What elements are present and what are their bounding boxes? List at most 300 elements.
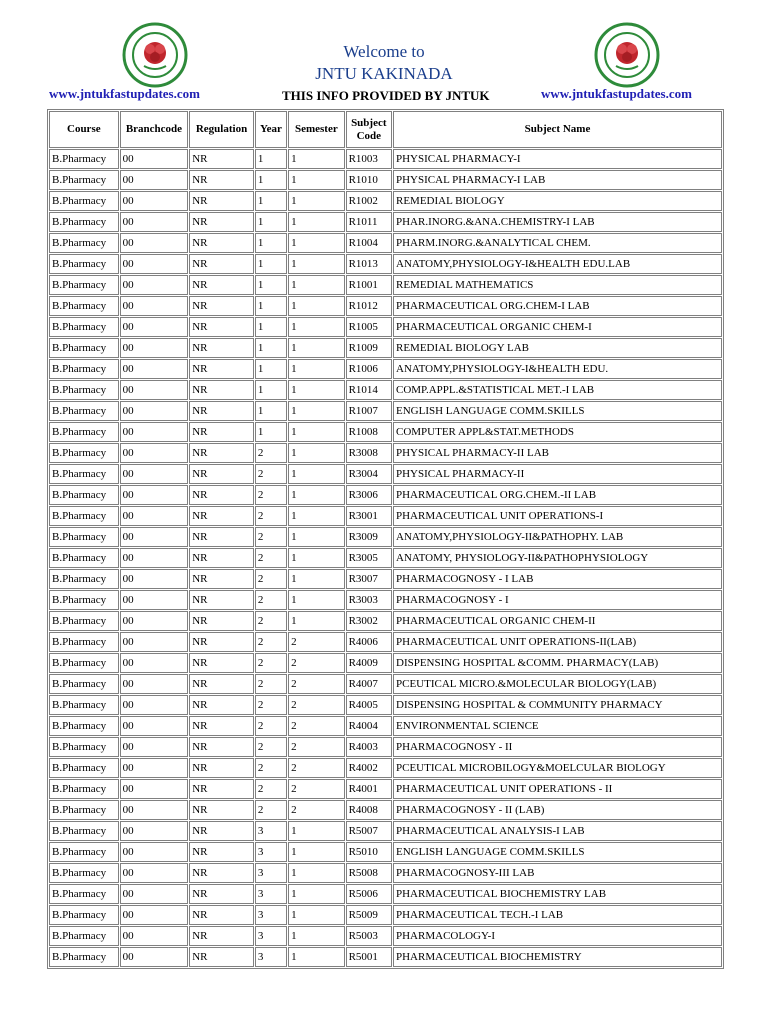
table-cell: 3 <box>255 863 287 883</box>
table-cell: B.Pharmacy <box>49 380 119 400</box>
table-cell: B.Pharmacy <box>49 485 119 505</box>
table-cell: PHYSICAL PHARMACY-I <box>393 149 722 169</box>
table-cell: R1006 <box>346 359 392 379</box>
table-cell: PHARMACOGNOSY - II (LAB) <box>393 800 722 820</box>
table-cell: R1008 <box>346 422 392 442</box>
table-row <box>49 863 722 883</box>
table-row <box>49 527 722 547</box>
table-cell: NR <box>189 884 254 904</box>
table-cell: PHARMACOGNOSY - II <box>393 737 722 757</box>
table-cell: 1 <box>288 380 345 400</box>
table-row <box>49 317 722 337</box>
table-cell: R5003 <box>346 926 392 946</box>
table-cell: R3005 <box>346 548 392 568</box>
table-cell: NR <box>189 569 254 589</box>
table-cell: 00 <box>120 422 189 442</box>
table-cell: 00 <box>120 338 189 358</box>
table-cell: 1 <box>255 149 287 169</box>
welcome-text: Welcome to <box>343 42 425 61</box>
table-cell: 1 <box>255 233 287 253</box>
table-cell: 2 <box>255 653 287 673</box>
table-cell: 1 <box>255 275 287 295</box>
table-cell: ENGLISH LANGUAGE COMM.SKILLS <box>393 842 722 862</box>
table-cell: 2 <box>288 632 345 652</box>
table-cell: NR <box>189 737 254 757</box>
table-cell: R3001 <box>346 506 392 526</box>
table-cell: R1013 <box>346 254 392 274</box>
table-cell: B.Pharmacy <box>49 905 119 925</box>
table-cell: B.Pharmacy <box>49 548 119 568</box>
table-cell: 1 <box>255 170 287 190</box>
table-cell: NR <box>189 779 254 799</box>
table-cell: NR <box>189 170 254 190</box>
table-cell: NR <box>189 359 254 379</box>
table-cell: 3 <box>255 947 287 967</box>
table-cell: NR <box>189 464 254 484</box>
table-cell: 2 <box>288 674 345 694</box>
table-cell: 1 <box>288 296 345 316</box>
table-row <box>49 212 722 232</box>
table-cell: ANATOMY, PHYSIOLOGY-II&PATHOPHYSIOLOGY <box>393 548 722 568</box>
table-cell: R4004 <box>346 716 392 736</box>
table-cell: PHYSICAL PHARMACY-II LAB <box>393 443 722 463</box>
table-cell: 3 <box>255 821 287 841</box>
table-cell: 3 <box>255 926 287 946</box>
table-row <box>49 800 722 820</box>
column-header: Subject Code <box>346 111 392 148</box>
table-cell: 00 <box>120 317 189 337</box>
table-cell: NR <box>189 380 254 400</box>
table-cell: 2 <box>255 716 287 736</box>
table-cell: 00 <box>120 716 189 736</box>
table-cell: R3008 <box>346 443 392 463</box>
table-row <box>49 254 722 274</box>
table-cell: B.Pharmacy <box>49 506 119 526</box>
table-cell: NR <box>189 443 254 463</box>
table-cell: ANATOMY,PHYSIOLOGY-I&HEALTH EDU.LAB <box>393 254 722 274</box>
table-row <box>49 695 722 715</box>
table-cell: B.Pharmacy <box>49 359 119 379</box>
table-header-row <box>49 111 722 148</box>
table-cell: 00 <box>120 464 189 484</box>
table-cell: R4006 <box>346 632 392 652</box>
table-cell: 3 <box>255 842 287 862</box>
table-cell: 1 <box>255 296 287 316</box>
table-cell: R4007 <box>346 674 392 694</box>
table-cell: 00 <box>120 842 189 862</box>
table-cell: 2 <box>255 632 287 652</box>
site-link-right[interactable]: www.jntukfastupdates.com <box>541 86 692 101</box>
table-cell: 1 <box>288 233 345 253</box>
table-cell: 00 <box>120 527 189 547</box>
table-cell: NR <box>189 653 254 673</box>
table-cell: B.Pharmacy <box>49 149 119 169</box>
table-cell: NR <box>189 485 254 505</box>
table-cell: R1002 <box>346 191 392 211</box>
table-row <box>49 233 722 253</box>
table-cell: PHARMACOLOGY-I <box>393 926 722 946</box>
table-cell: B.Pharmacy <box>49 338 119 358</box>
table-cell: NR <box>189 422 254 442</box>
table-cell: R4001 <box>346 779 392 799</box>
table-cell: 00 <box>120 485 189 505</box>
table-cell: R4002 <box>346 758 392 778</box>
table-cell: PHARMACEUTICAL UNIT OPERATIONS-I <box>393 506 722 526</box>
table-cell: 1 <box>255 212 287 232</box>
table-row <box>49 779 722 799</box>
table-cell: 2 <box>288 695 345 715</box>
table-row <box>49 548 722 568</box>
table-cell: NR <box>189 863 254 883</box>
table-cell: PHARMACEUTICAL ANALYSIS-I LAB <box>393 821 722 841</box>
table-row <box>49 149 722 169</box>
table-cell: PHARMACEUTICAL ORGANIC CHEM-II <box>393 611 722 631</box>
subjects-table <box>47 109 724 969</box>
table-cell: NR <box>189 590 254 610</box>
table-cell: 1 <box>288 842 345 862</box>
table-cell: COMP.APPL.&STATISTICAL MET.-I LAB <box>393 380 722 400</box>
table-cell: 00 <box>120 758 189 778</box>
table-cell: R1014 <box>346 380 392 400</box>
table-cell: 00 <box>120 653 189 673</box>
table-cell: PHARMACEUTICAL ORG.CHEM.-II LAB <box>393 485 722 505</box>
table-cell: 00 <box>120 191 189 211</box>
table-cell: 3 <box>255 905 287 925</box>
table-cell: B.Pharmacy <box>49 170 119 190</box>
table-cell: 00 <box>120 590 189 610</box>
table-cell: R3009 <box>346 527 392 547</box>
site-link-left[interactable]: www.jntukfastupdates.com <box>49 86 200 101</box>
table-cell: REMEDIAL BIOLOGY <box>393 191 722 211</box>
table-cell: 00 <box>120 863 189 883</box>
table-cell: NR <box>189 611 254 631</box>
table-cell: PHARMACEUTICAL TECH.-I LAB <box>393 905 722 925</box>
table-cell: PHYSICAL PHARMACY-II <box>393 464 722 484</box>
table-cell: PHARMACOGNOSY-III LAB <box>393 863 722 883</box>
table-row <box>49 485 722 505</box>
table-cell: 00 <box>120 506 189 526</box>
column-header: Regulation <box>189 111 254 148</box>
table-cell: 00 <box>120 212 189 232</box>
table-cell: NR <box>189 254 254 274</box>
table-row <box>49 464 722 484</box>
table-cell: 00 <box>120 611 189 631</box>
table-cell: B.Pharmacy <box>49 779 119 799</box>
table-cell: 00 <box>120 779 189 799</box>
table-cell: B.Pharmacy <box>49 212 119 232</box>
table-cell: PHYSICAL PHARMACY-I LAB <box>393 170 722 190</box>
table-cell: 2 <box>288 716 345 736</box>
table-cell: PCEUTICAL MICROBILOGY&MOELCULAR BIOLOGY <box>393 758 722 778</box>
table-cell: 2 <box>288 779 345 799</box>
column-header: Branchcode <box>120 111 189 148</box>
university-name: JNTU KAKINADA <box>315 64 453 83</box>
table-cell: 2 <box>255 485 287 505</box>
table-cell: B.Pharmacy <box>49 275 119 295</box>
table-cell: 00 <box>120 548 189 568</box>
table-row <box>49 947 722 967</box>
table-cell: R3006 <box>346 485 392 505</box>
table-cell: 1 <box>288 884 345 904</box>
table-cell: B.Pharmacy <box>49 233 119 253</box>
table-cell: REMEDIAL MATHEMATICS <box>393 275 722 295</box>
table-cell: 00 <box>120 905 189 925</box>
table-cell: 00 <box>120 884 189 904</box>
table-cell: B.Pharmacy <box>49 926 119 946</box>
table-row <box>49 632 722 652</box>
table-cell: COMPUTER APPL&STAT.METHODS <box>393 422 722 442</box>
table-cell: B.Pharmacy <box>49 653 119 673</box>
table-row <box>49 590 722 610</box>
table-cell: R4005 <box>346 695 392 715</box>
table-cell: R3003 <box>346 590 392 610</box>
table-cell: 1 <box>288 548 345 568</box>
table-row <box>49 380 722 400</box>
table-cell: B.Pharmacy <box>49 674 119 694</box>
column-header: Semester <box>288 111 345 148</box>
table-row <box>49 443 722 463</box>
table-cell: 00 <box>120 296 189 316</box>
table-cell: PHARMACOGNOSY - I LAB <box>393 569 722 589</box>
table-cell: 2 <box>255 506 287 526</box>
table-cell: B.Pharmacy <box>49 191 119 211</box>
table-cell: R1001 <box>346 275 392 295</box>
table-cell: 1 <box>255 422 287 442</box>
table-cell: PHARMACOGNOSY - I <box>393 590 722 610</box>
table-cell: 2 <box>288 800 345 820</box>
table-cell: 1 <box>288 149 345 169</box>
table-cell: 1 <box>288 506 345 526</box>
table-cell: 1 <box>255 338 287 358</box>
table-cell: 00 <box>120 800 189 820</box>
table-cell: NR <box>189 926 254 946</box>
table-cell: R5008 <box>346 863 392 883</box>
table-cell: B.Pharmacy <box>49 569 119 589</box>
table-body <box>49 149 722 967</box>
table-cell: NR <box>189 275 254 295</box>
table-cell: 2 <box>255 674 287 694</box>
table-cell: 1 <box>288 905 345 925</box>
table-cell: R1003 <box>346 149 392 169</box>
table-cell: B.Pharmacy <box>49 254 119 274</box>
table-row <box>49 842 722 862</box>
table-row <box>49 170 722 190</box>
table-cell: 2 <box>255 611 287 631</box>
table-cell: NR <box>189 506 254 526</box>
table-cell: NR <box>189 338 254 358</box>
table-cell: 1 <box>288 170 345 190</box>
table-cell: B.Pharmacy <box>49 464 119 484</box>
table-row <box>49 758 722 778</box>
table-cell: 00 <box>120 149 189 169</box>
table-row <box>49 338 722 358</box>
table-cell: 00 <box>120 674 189 694</box>
table-cell: NR <box>189 233 254 253</box>
info-provided-text: THIS INFO PROVIDED BY JNTUK <box>282 88 490 103</box>
table-cell: 1 <box>288 443 345 463</box>
table-cell: R3004 <box>346 464 392 484</box>
table-cell: 2 <box>255 443 287 463</box>
table-cell: NR <box>189 401 254 421</box>
table-cell: B.Pharmacy <box>49 296 119 316</box>
table-row <box>49 275 722 295</box>
table-row <box>49 674 722 694</box>
table-cell: B.Pharmacy <box>49 590 119 610</box>
table-cell: 1 <box>288 947 345 967</box>
table-cell: R1011 <box>346 212 392 232</box>
table-cell: 2 <box>255 800 287 820</box>
table-cell: B.Pharmacy <box>49 695 119 715</box>
table-cell: R1009 <box>346 338 392 358</box>
table-cell: B.Pharmacy <box>49 611 119 631</box>
table-cell: 1 <box>255 191 287 211</box>
table-cell: R1012 <box>346 296 392 316</box>
table-cell: 00 <box>120 170 189 190</box>
table-cell: B.Pharmacy <box>49 737 119 757</box>
table-cell: 00 <box>120 695 189 715</box>
table-cell: NR <box>189 947 254 967</box>
table-cell: 00 <box>120 947 189 967</box>
table-cell: DISPENSING HOSPITAL & COMMUNITY PHARMACY <box>393 695 722 715</box>
table-cell: 1 <box>288 863 345 883</box>
table-cell: R1005 <box>346 317 392 337</box>
table-cell: B.Pharmacy <box>49 947 119 967</box>
table-cell: 1 <box>255 254 287 274</box>
table-cell: 2 <box>255 779 287 799</box>
table-cell: ENGLISH LANGUAGE COMM.SKILLS <box>393 401 722 421</box>
table-cell: B.Pharmacy <box>49 863 119 883</box>
table-cell: 1 <box>288 527 345 547</box>
table-cell: 2 <box>288 758 345 778</box>
table-cell: REMEDIAL BIOLOGY LAB <box>393 338 722 358</box>
table-cell: B.Pharmacy <box>49 842 119 862</box>
table-cell: ANATOMY,PHYSIOLOGY-I&HEALTH EDU. <box>393 359 722 379</box>
table-cell: NR <box>189 695 254 715</box>
table-cell: ENVIRONMENTAL SCIENCE <box>393 716 722 736</box>
table-cell: 1 <box>288 212 345 232</box>
table-cell: NR <box>189 800 254 820</box>
table-cell: B.Pharmacy <box>49 800 119 820</box>
table-row <box>49 926 722 946</box>
table-cell: R5009 <box>346 905 392 925</box>
table-cell: NR <box>189 716 254 736</box>
table-cell: B.Pharmacy <box>49 527 119 547</box>
table-row <box>49 191 722 211</box>
table-cell: 00 <box>120 380 189 400</box>
table-cell: 1 <box>288 926 345 946</box>
table-cell: PHARM.INORG.&ANALYTICAL CHEM. <box>393 233 722 253</box>
table-cell: 2 <box>255 758 287 778</box>
table-cell: DISPENSING HOSPITAL &COMM. PHARMACY(LAB) <box>393 653 722 673</box>
table-cell: 2 <box>288 653 345 673</box>
table-row <box>49 359 722 379</box>
table-cell: 1 <box>288 317 345 337</box>
table-cell: B.Pharmacy <box>49 443 119 463</box>
table-cell: B.Pharmacy <box>49 821 119 841</box>
table-cell: R3002 <box>346 611 392 631</box>
table-cell: B.Pharmacy <box>49 632 119 652</box>
table-cell: 1 <box>288 569 345 589</box>
table-row <box>49 506 722 526</box>
table-cell: 2 <box>255 527 287 547</box>
table-cell: R1007 <box>346 401 392 421</box>
table-cell: B.Pharmacy <box>49 758 119 778</box>
table-cell: NR <box>189 821 254 841</box>
table-cell: 1 <box>255 401 287 421</box>
table-cell: B.Pharmacy <box>49 317 119 337</box>
table-cell: 00 <box>120 926 189 946</box>
table-row <box>49 884 722 904</box>
column-header: Subject Name <box>393 111 722 148</box>
column-header: Course <box>49 111 119 148</box>
table-cell: R4009 <box>346 653 392 673</box>
table-cell: 2 <box>255 737 287 757</box>
table-cell: NR <box>189 191 254 211</box>
table-cell: 2 <box>288 737 345 757</box>
table-cell: NR <box>189 149 254 169</box>
table-cell: NR <box>189 212 254 232</box>
table-row <box>49 422 722 442</box>
table-cell: 00 <box>120 443 189 463</box>
table-cell: PCEUTICAL MICRO.&MOLECULAR BIOLOGY(LAB) <box>393 674 722 694</box>
table-cell: 1 <box>288 254 345 274</box>
table-cell: B.Pharmacy <box>49 422 119 442</box>
table-row <box>49 611 722 631</box>
table-cell: NR <box>189 905 254 925</box>
table-cell: PHARMACEUTICAL BIOCHEMISTRY LAB <box>393 884 722 904</box>
table-cell: PHARMACEUTICAL BIOCHEMISTRY <box>393 947 722 967</box>
table-cell: 00 <box>120 401 189 421</box>
table-cell: R4003 <box>346 737 392 757</box>
table-cell: 2 <box>255 695 287 715</box>
table-cell: 1 <box>288 464 345 484</box>
table-row <box>49 737 722 757</box>
table-cell: PHARMACEUTICAL ORG.CHEM-I LAB <box>393 296 722 316</box>
table-cell: 1 <box>288 191 345 211</box>
table-cell: PHAR.INORG.&ANA.CHEMISTRY-I LAB <box>393 212 722 232</box>
table-row <box>49 716 722 736</box>
table-cell: NR <box>189 632 254 652</box>
table-cell: B.Pharmacy <box>49 401 119 421</box>
table-cell: PHARMACEUTICAL ORGANIC CHEM-I <box>393 317 722 337</box>
table-cell: 1 <box>288 275 345 295</box>
table-cell: R5007 <box>346 821 392 841</box>
table-cell: PHARMACEUTICAL UNIT OPERATIONS-II(LAB) <box>393 632 722 652</box>
table-cell: B.Pharmacy <box>49 884 119 904</box>
table-cell: 3 <box>255 884 287 904</box>
table-cell: NR <box>189 548 254 568</box>
table-cell: NR <box>189 296 254 316</box>
table-cell: 00 <box>120 569 189 589</box>
table-cell: R1004 <box>346 233 392 253</box>
table-row <box>49 569 722 589</box>
table-cell: 00 <box>120 632 189 652</box>
table-cell: 1 <box>288 422 345 442</box>
table-cell: NR <box>189 527 254 547</box>
table-cell: 1 <box>288 590 345 610</box>
table-cell: ANATOMY,PHYSIOLOGY-II&PATHOPHY. LAB <box>393 527 722 547</box>
table-cell: B.Pharmacy <box>49 716 119 736</box>
table-cell: 1 <box>288 821 345 841</box>
table-cell: 2 <box>255 464 287 484</box>
table-cell: R5006 <box>346 884 392 904</box>
table-row <box>49 653 722 673</box>
table-cell: 00 <box>120 233 189 253</box>
table-cell: NR <box>189 674 254 694</box>
table-cell: R5010 <box>346 842 392 862</box>
table-cell: 1 <box>255 380 287 400</box>
table-cell: 1 <box>288 485 345 505</box>
